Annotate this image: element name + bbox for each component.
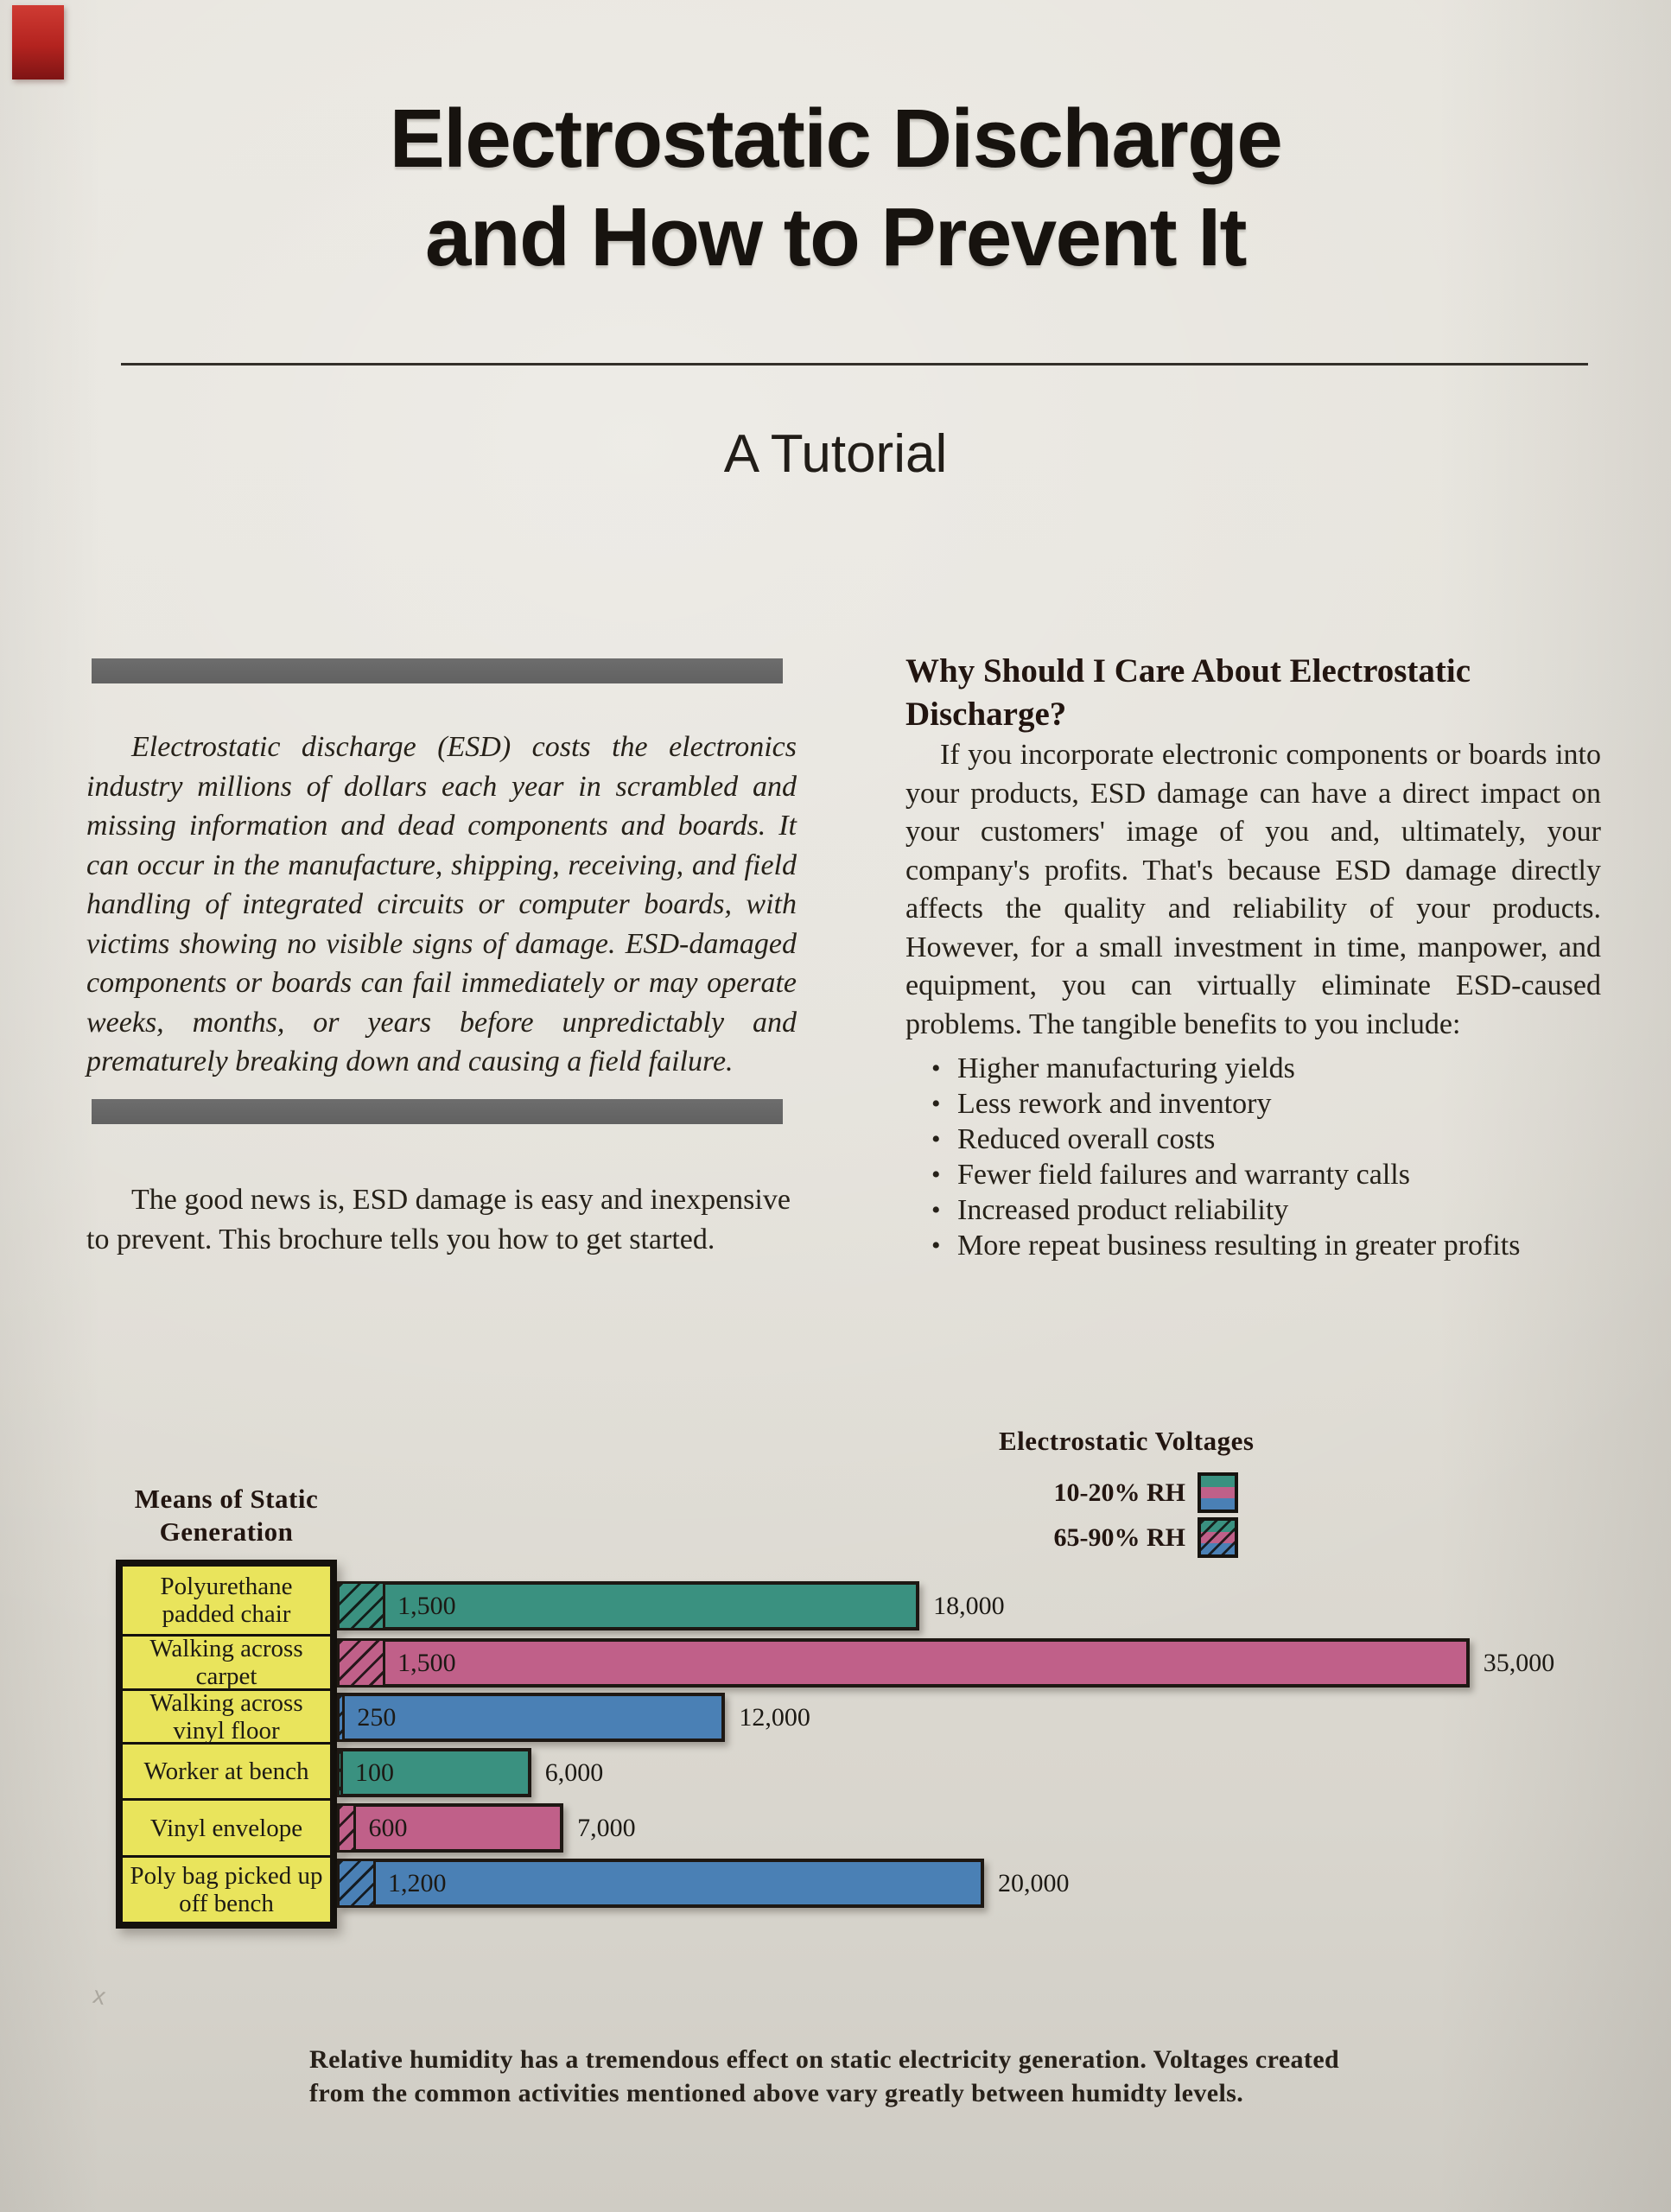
bar-row bbox=[337, 1859, 1668, 1908]
list-item bbox=[931, 1192, 1614, 1228]
list-item-label: Less rework and inventory bbox=[957, 1088, 1272, 1120]
category-axis-title: Means of Static Generation bbox=[134, 1484, 319, 1547]
page-title-line2: and How to Prevent It bbox=[425, 191, 1246, 283]
bar-hatched-high-rh bbox=[337, 1803, 356, 1853]
bar-value-high-rh: 1,500 bbox=[397, 1591, 456, 1620]
list-item bbox=[931, 1157, 1614, 1192]
page-title-line1: Electrostatic Discharge bbox=[389, 92, 1282, 185]
legend-swatch-solid bbox=[1198, 1472, 1238, 1513]
bar-value-high-rh: 1,200 bbox=[387, 1868, 447, 1897]
bar-solid-low-rh bbox=[337, 1638, 1470, 1688]
page-subtitle: A Tutorial bbox=[723, 424, 948, 484]
bar-value-low-rh: 7,000 bbox=[577, 1813, 636, 1842]
legend-label-low-rh: 10-20% RH bbox=[1053, 1478, 1185, 1507]
bar-row bbox=[337, 1638, 1668, 1688]
bullet-icon: • bbox=[931, 1231, 941, 1260]
list-item bbox=[931, 1228, 1614, 1263]
bullet-icon: • bbox=[931, 1054, 941, 1083]
divider-bar-bottom bbox=[92, 1099, 783, 1124]
bar-hatched-high-rh bbox=[337, 1638, 385, 1688]
list-item bbox=[931, 1086, 1614, 1122]
category-label: Vinyl envelope bbox=[123, 1801, 330, 1858]
bar-value-low-rh: 35,000 bbox=[1483, 1648, 1555, 1677]
chart-footnote: Relative humidity has a tremendous effect on static electricity generation. Voltages created from the common activities mentioned above vary greatly between humidty levels. bbox=[309, 2045, 1340, 2107]
bar-hatched-high-rh bbox=[337, 1748, 343, 1797]
legend-label-high-rh: 65-90% RH bbox=[1053, 1523, 1185, 1552]
list-item bbox=[931, 1122, 1614, 1157]
list-item bbox=[931, 1051, 1614, 1086]
bar-row bbox=[337, 1693, 1668, 1742]
good-news-paragraph: The good news is, ESD damage is easy and inexpensive to prevent. This brochure tells you how to get started. bbox=[86, 1184, 791, 1255]
bar-hatched-high-rh bbox=[337, 1859, 376, 1908]
page-title bbox=[0, 90, 1671, 287]
category-label: Walking across carpet bbox=[123, 1637, 330, 1691]
bar-chart bbox=[337, 1560, 1668, 1929]
list-item-label: Reduced overall costs bbox=[957, 1123, 1216, 1155]
bar-value-low-rh: 18,000 bbox=[933, 1591, 1005, 1620]
bullet-icon: • bbox=[931, 1090, 941, 1118]
bar-value-low-rh: 20,000 bbox=[998, 1868, 1070, 1897]
bar-value-high-rh: 1,500 bbox=[397, 1648, 456, 1677]
list-item-label: Increased product reliability bbox=[957, 1194, 1289, 1226]
category-box bbox=[116, 1560, 337, 1929]
bar-row bbox=[337, 1803, 1668, 1853]
bar-row bbox=[337, 1748, 1668, 1797]
bar-value-high-rh: 600 bbox=[368, 1813, 408, 1842]
horizontal-rule bbox=[121, 363, 1588, 365]
intro-paragraph: Electrostatic discharge (ESD) costs the electronics industry millions of dollars each year in scrambled and missing information and dead components and boards. It can occur in the manufacture, shipping, receiving, and field handling of integrated circuits or computer boards, with victims showing no visible signs of damage. ESD-damaged components or boards can fail immediately or may operate weeks, months, or years before unpredictably and prematurely breaking down and causing a field failure. bbox=[86, 731, 797, 1077]
bullet-icon: • bbox=[931, 1196, 941, 1224]
category-label: Walking across vinyl floor bbox=[123, 1691, 330, 1745]
red-corner-mark bbox=[12, 5, 64, 79]
pencil-mark: x bbox=[91, 1980, 109, 2011]
legend-swatch-hatched bbox=[1198, 1517, 1238, 1558]
category-label: Polyurethane padded chair bbox=[123, 1567, 330, 1637]
bar-value-low-rh: 12,000 bbox=[739, 1702, 810, 1732]
list-item-label: Higher manufacturing yields bbox=[957, 1052, 1295, 1084]
divider-bar-top bbox=[92, 658, 783, 683]
bar-value-low-rh: 6,000 bbox=[544, 1758, 604, 1787]
bar-hatched-high-rh bbox=[337, 1693, 345, 1742]
bar-hatched-high-rh bbox=[337, 1581, 385, 1630]
category-label: Poly bag picked up off bench bbox=[130, 1862, 323, 1917]
section-paragraph: If you incorporate electronic components or boards into your products, ESD damage can have a direct impact on your customers' image of you and, ultimately, your company's profits. That's because ESD damage directly affects the quality and reliability of your products. However, for a small investment in time, manpower, and equipment, you can virtually eliminate ESD-caused problems. The tangible benefits to you include: bbox=[905, 739, 1601, 1040]
bullet-icon: • bbox=[931, 1125, 941, 1154]
category-label: Worker at bench bbox=[123, 1745, 330, 1801]
bullet-icon: • bbox=[931, 1160, 941, 1189]
bar-value-high-rh: 100 bbox=[355, 1758, 394, 1787]
bar-value-high-rh: 250 bbox=[357, 1702, 397, 1732]
section-heading: Why Should I Care About Electrostatic Discharge? bbox=[905, 652, 1471, 733]
benefits-list bbox=[931, 1051, 1614, 1263]
list-item-label: Fewer field failures and warranty calls bbox=[957, 1159, 1410, 1191]
bar-row bbox=[337, 1581, 1668, 1630]
chart-legend-title: Electrostatic Voltages bbox=[999, 1426, 1255, 1456]
list-item-label: More repeat business resulting in greater profits bbox=[957, 1230, 1521, 1262]
